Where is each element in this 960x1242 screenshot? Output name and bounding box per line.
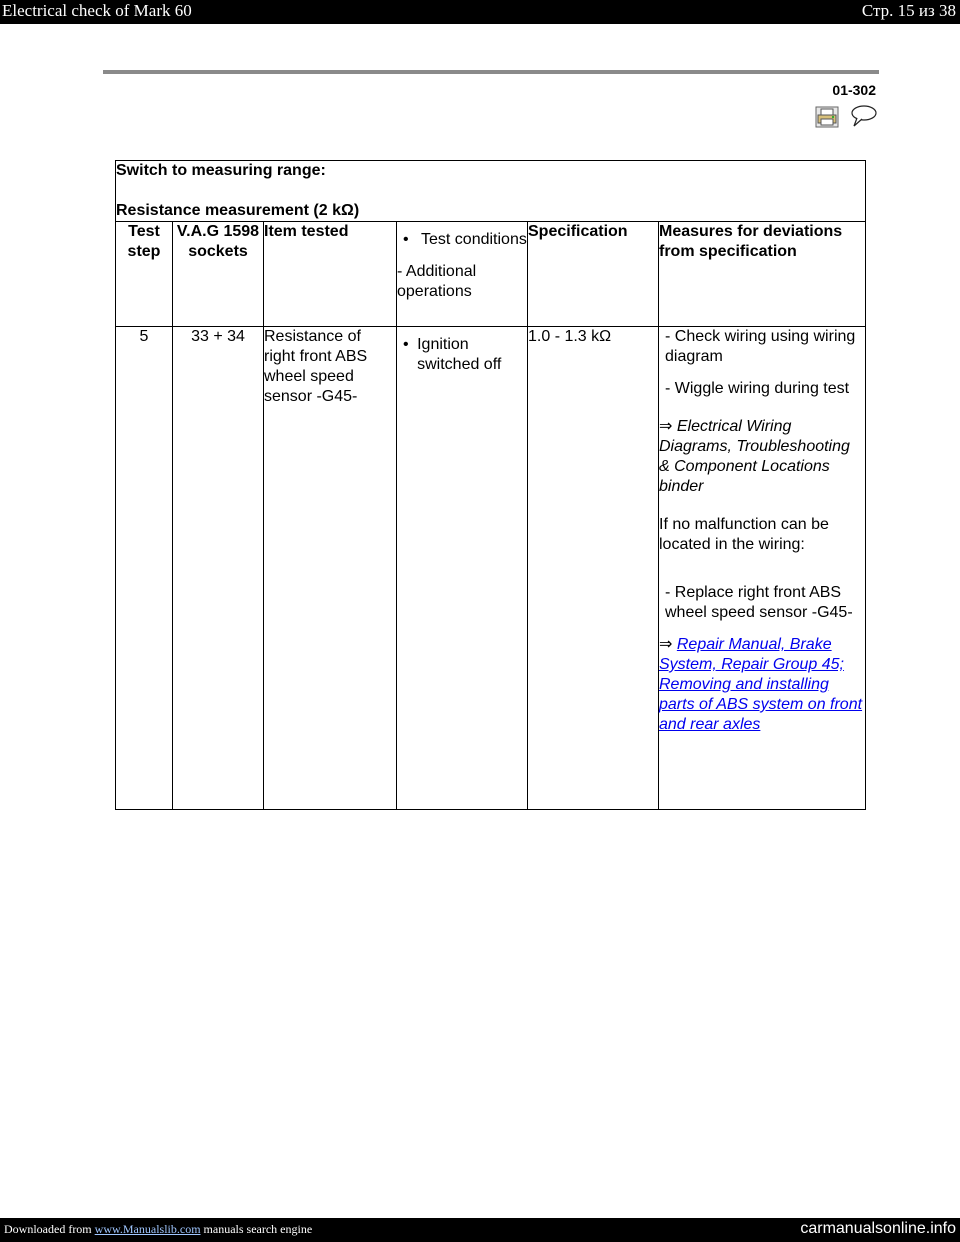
footer-bar bbox=[0, 1218, 960, 1242]
cell-step: 5 bbox=[116, 327, 173, 810]
col-specification: Specification bbox=[528, 222, 659, 327]
title-bar bbox=[0, 0, 960, 24]
page-code: 01-302 bbox=[832, 82, 876, 98]
conditions-bullet-text: Test conditions bbox=[421, 231, 527, 248]
manualslib-link[interactable]: www.Manualslib.com bbox=[94, 1222, 201, 1236]
arrow-icon: ⇒ bbox=[659, 636, 673, 653]
wiring-diagram-ref-text: Electrical Wiring Diagrams, Troubleshooting & Component Locations binder bbox=[659, 418, 850, 495]
col-measures: Measures for deviations from specification bbox=[659, 222, 866, 327]
column-header-row bbox=[116, 222, 866, 327]
cell-measures bbox=[659, 327, 866, 810]
condition-bullet bbox=[403, 335, 527, 375]
page-counter: Стр. 15 из 38 bbox=[861, 1, 956, 20]
col-item-tested: Item tested bbox=[264, 222, 397, 327]
cell-sockets: 33 + 34 bbox=[173, 327, 264, 810]
cell-condition bbox=[397, 327, 528, 810]
measure-replace-sensor: - Replace right front ABS wheel speed sensor -G45- bbox=[665, 584, 853, 621]
printer-icon[interactable] bbox=[815, 106, 839, 128]
header-divider bbox=[103, 70, 879, 74]
speech-bubble-icon[interactable] bbox=[848, 104, 878, 128]
malfunction-note: If no malfunction can be located in the wiring: bbox=[659, 516, 829, 553]
arrow-icon: ⇒ bbox=[659, 418, 673, 435]
col-test-step: Test step bbox=[116, 222, 173, 327]
condition-text: Ignition switched off bbox=[417, 336, 502, 373]
conditions-bullet bbox=[403, 230, 527, 250]
repair-manual-reference bbox=[659, 635, 865, 735]
measuring-range-value: Resistance measurement (2 kΩ) bbox=[116, 202, 360, 219]
window-title: Electrical check of Mark 60 bbox=[2, 1, 192, 20]
watermark: carmanualsonline.info bbox=[800, 1220, 956, 1237]
measure-wiggle-wiring: - Wiggle wiring during test bbox=[665, 380, 850, 397]
wiring-diagram-reference bbox=[659, 417, 865, 497]
repair-manual-link[interactable]: Repair Manual, Brake System, Repair Group 45; Removing and installing parts of ABS system on front and rear axles bbox=[659, 636, 863, 733]
col-vag-sockets: V.A.G 1598 sockets bbox=[173, 222, 264, 327]
download-prefix: Downloaded from bbox=[4, 1222, 92, 1236]
bullet-dot: • bbox=[403, 231, 409, 248]
download-suffix: manuals search engine bbox=[203, 1222, 313, 1236]
conditions-extra: - Additional operations bbox=[397, 263, 477, 300]
cell-spec: 1.0 - 1.3 kΩ bbox=[528, 327, 659, 810]
download-credit bbox=[4, 1222, 312, 1237]
measuring-range-label: Switch to measuring range: bbox=[116, 162, 326, 179]
bullet-dot: • bbox=[403, 336, 409, 353]
measuring-range-header bbox=[116, 161, 866, 222]
col-conditions bbox=[397, 222, 528, 327]
measure-check-wiring: - Check wiring using wiring diagram bbox=[665, 328, 856, 365]
cell-item: Resistance of right front ABS wheel speed sensor -G45- bbox=[264, 327, 397, 810]
test-table bbox=[115, 160, 866, 810]
table-row bbox=[116, 327, 866, 810]
